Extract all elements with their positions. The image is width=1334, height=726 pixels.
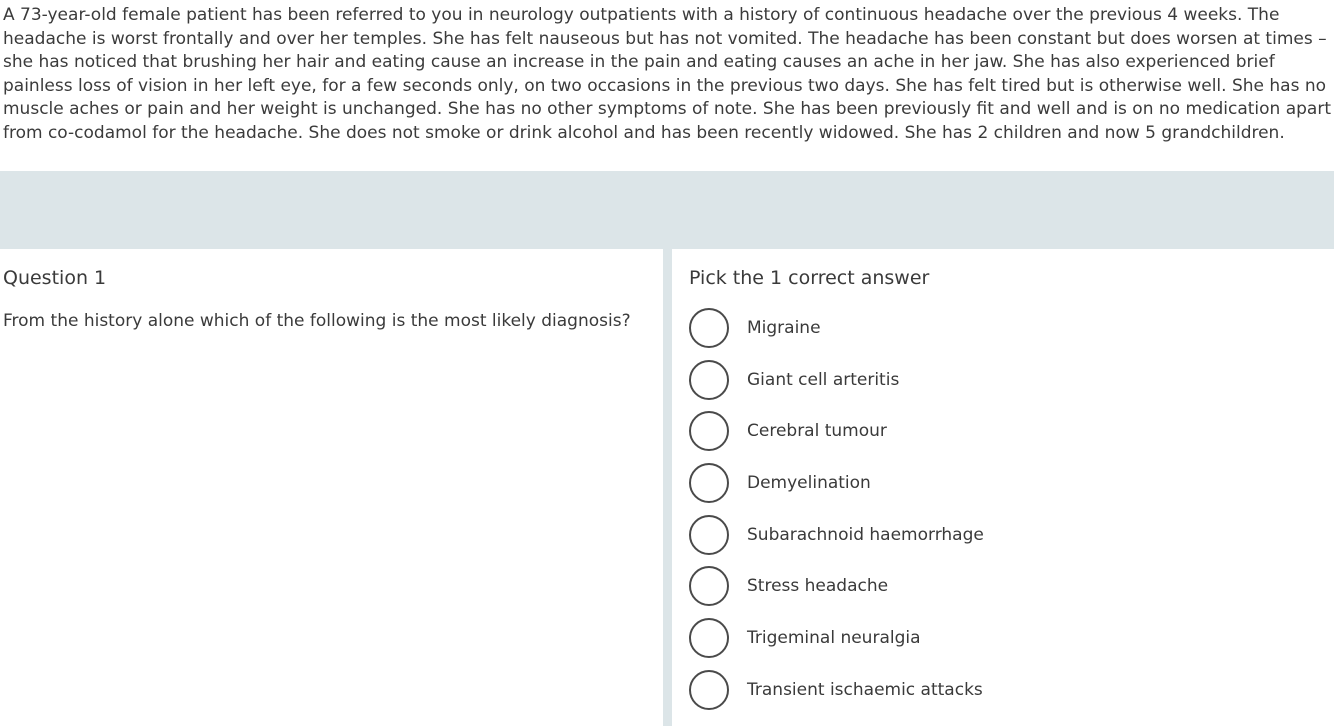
answer-option-label: Trigeminal neuralgia: [747, 628, 921, 649]
answer-instruction: Pick the 1 correct answer: [689, 267, 930, 289]
answer-option-label: Demyelination: [747, 473, 871, 494]
answer-option-label: Stress headache: [747, 576, 889, 597]
radio-button[interactable]: [689, 566, 729, 606]
answer-option-label: Giant cell arteritis: [747, 369, 900, 390]
question-text: From the history alone which of the following is the most likely diagnosis?: [3, 311, 631, 331]
question-title: Question 1: [3, 267, 107, 289]
radio-button[interactable]: [689, 463, 729, 503]
radio-button[interactable]: [689, 360, 729, 400]
answer-panel: [672, 249, 1334, 726]
radio-button[interactable]: [689, 670, 729, 710]
answer-option-label: Subarachnoid haemorrhage: [747, 524, 984, 545]
radio-button[interactable]: [689, 515, 729, 555]
radio-button[interactable]: [689, 618, 729, 658]
radio-button[interactable]: [689, 308, 729, 348]
answer-option-label: Transient ischaemic attacks: [747, 679, 983, 700]
radio-button[interactable]: [689, 411, 729, 451]
answer-option-label: Migraine: [747, 318, 821, 338]
case-scenario-text: A 73-year-old female patient has been referred to you in neurology outpatients with a history of continuous headache over the previous 4 weeks. The headache is worst frontally and over her temples. She has felt nauseous but has not vomited. The headache has been constant but does worsen at times – she has noticed that brushing her hair and eating cause an increase in the pain and eating causes an ache in her jaw. She has also experienced brief painless loss of vision in her left eye, for a few seconds only, on two occasions in the previous two days. She has felt tired but is otherwise well. She has no muscle aches or pain and her weight is unchanged. She has no other symptoms of note. She has been previously fit and well and is on no medication apart from co-codamol for the headache. She does not smoke or drink alcohol and has been recently widowed. She has 2 children and now 5 grandchildren.: [3, 5, 1332, 143]
question-panel: [0, 249, 663, 726]
answer-option-label: Cerebral tumour: [747, 421, 887, 442]
